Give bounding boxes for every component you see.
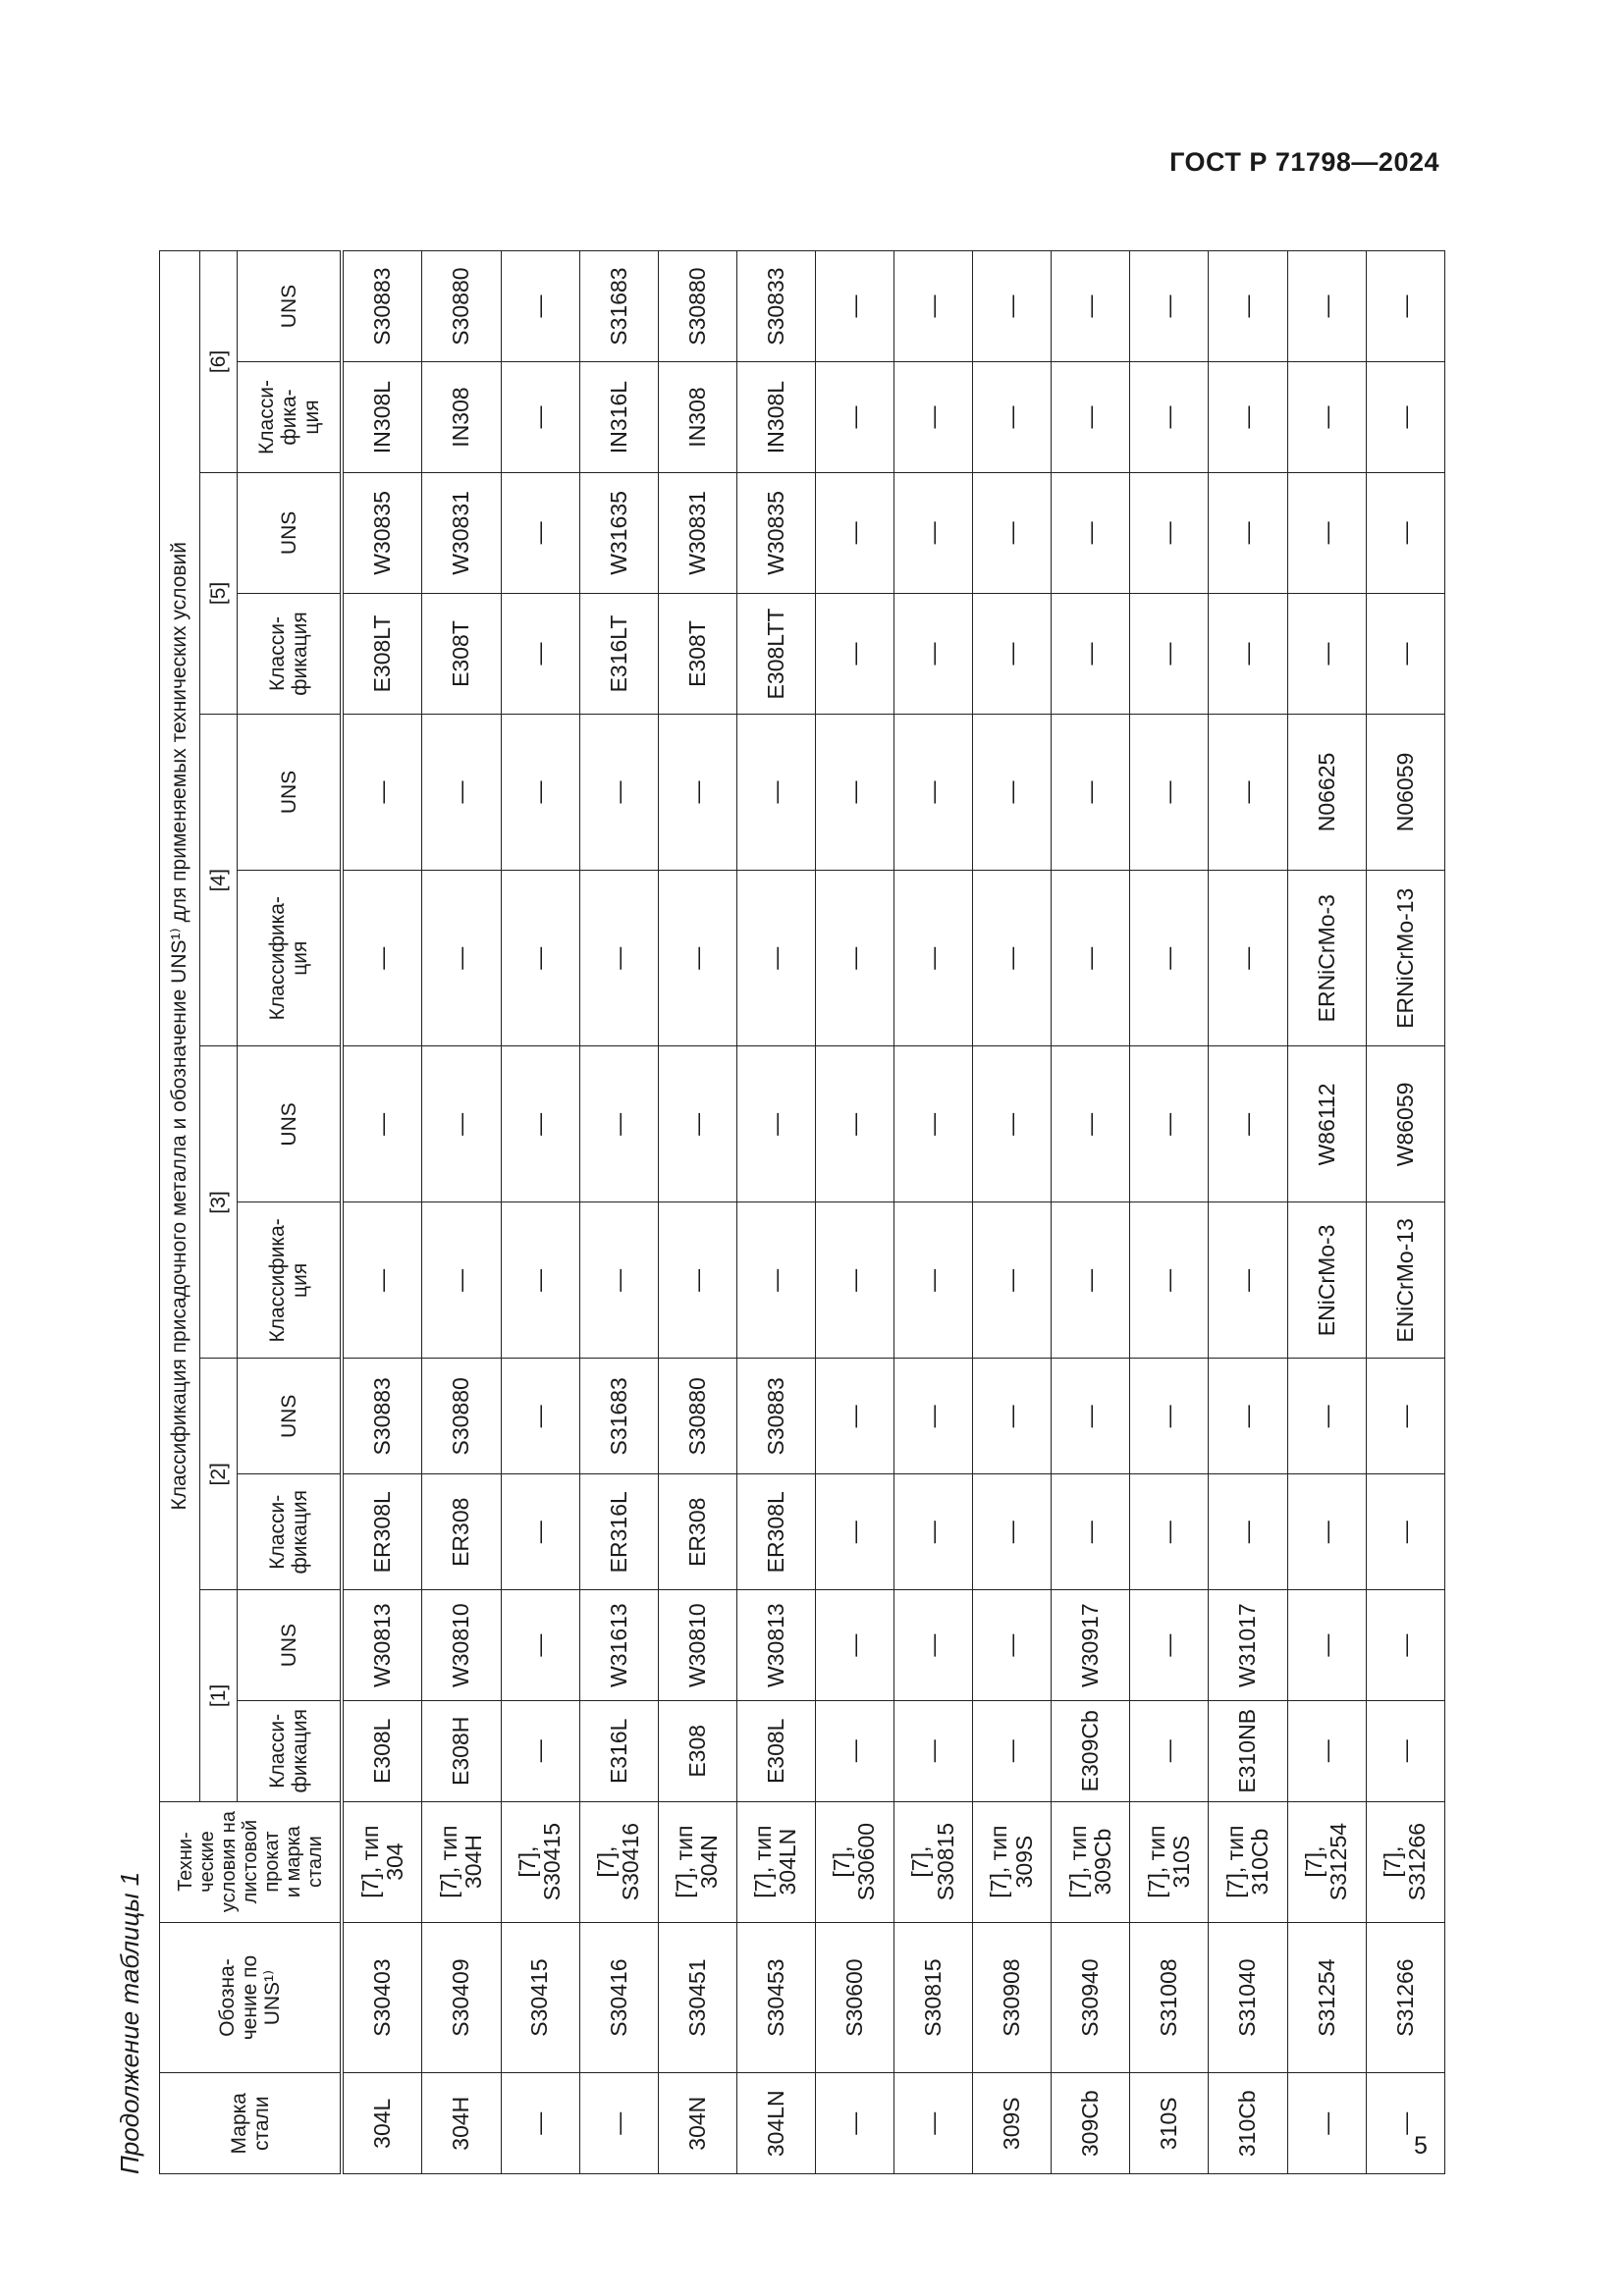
table-cell: — [1130,1046,1209,1202]
table-cell: — [973,1046,1052,1202]
table-cell: — [815,1202,893,1359]
header-uns: UNS [238,1590,343,1701]
table-cell: 304L [342,2073,422,2174]
table-cell: — [815,2073,893,2174]
table-cell: W86059 [1366,1046,1444,1202]
table-cell: — [815,1474,893,1590]
table-cell: S30883 [342,251,422,362]
table-cell: — [815,1701,893,1802]
table-cell: ER308 [658,1474,736,1590]
table-cell: S30880 [422,1359,501,1474]
table-cell: — [501,870,579,1045]
table-cell: IN308 [658,362,736,473]
table-cell: 304LN [736,2073,815,2174]
table-cell: E308LTT [736,593,815,714]
document-id: ГОСТ Р 71798—2024 [1169,147,1439,177]
table-cell: S31683 [579,251,658,362]
table-cell: — [973,1202,1052,1359]
table-cell: W30831 [422,472,501,593]
table-cell: W30813 [736,1590,815,1701]
table-cell: — [973,1474,1052,1590]
table-cell: — [501,362,579,473]
table-cell: — [973,472,1052,593]
table-cell: — [1209,362,1287,473]
table-cell: W31017 [1209,1590,1287,1701]
header-uns-designation: Обозна- чение по UNS¹⁾ [160,1922,343,2073]
table-cell: [7], тип 310Cb [1209,1801,1287,1922]
table-cell: ENiCrMo-13 [1366,1202,1444,1359]
table-cell: E308L [342,1701,422,1802]
table-cell: E316L [579,1701,658,1802]
table-cell: [7], S31254 [1287,1801,1366,1922]
table-cell: S31040 [1209,1922,1287,2073]
table-cell: ER308L [736,1474,815,1590]
table-cell: — [1366,1701,1444,1802]
table-cell: S30600 [815,1922,893,2073]
steel-filler-table [159,250,1445,2174]
table-cell: — [1052,362,1130,473]
page-number: 5 [1414,2132,1428,2160]
table-cell: [7], тип 310S [1130,1801,1209,1922]
table-cell: — [736,1202,815,1359]
table-cell: E308 [658,1701,736,1802]
table-cell: — [1052,1046,1130,1202]
header-uns: UNS [238,1359,343,1474]
table-cell: — [973,251,1052,362]
table-cell: S30940 [1052,1922,1130,2073]
table-row [1209,251,1287,2174]
table-cell: ER308L [342,1474,422,1590]
table-cell: — [1130,362,1209,473]
table-cell: — [1130,251,1209,362]
table-cell: — [1287,593,1366,714]
table-cell: S30451 [658,1922,736,2073]
table-cell: — [1052,472,1130,593]
table-cell: W31635 [579,472,658,593]
table-cell: — [1130,593,1209,714]
table-cell: — [894,1359,973,1474]
table-cell: — [579,870,658,1045]
table-row [894,251,973,2174]
table-cell: S30453 [736,1922,815,2073]
header-classification: Классифика- ция [238,1202,343,1359]
table-cell: — [1287,2073,1366,2174]
table-cell: — [894,1590,973,1701]
table-cell: E310NB [1209,1701,1287,1802]
header-classification: Класси- фикация [238,1474,343,1590]
table-cell: — [736,715,815,871]
table-cell: — [815,251,893,362]
table-cell: — [815,1590,893,1701]
table-cell: 304N [658,2073,736,2174]
table-cell: — [1209,1046,1287,1202]
table-cell: — [1287,1701,1366,1802]
table-cell: — [342,1046,422,1202]
table-cell: W30831 [658,472,736,593]
header-classification: Классифика- ция [238,870,343,1045]
table-cell: 304H [422,2073,501,2174]
header-spec-group-label: [6] [199,251,238,473]
table-row [1366,251,1444,2174]
table-cell: — [1366,1359,1444,1474]
table-cell: — [658,1202,736,1359]
table-cell: — [1366,1590,1444,1701]
table-cell: IN308L [342,362,422,473]
table-cell: — [894,593,973,714]
header-spec-group-label: [4] [199,715,238,1046]
table-cell: — [1052,1202,1130,1359]
table-cell: — [342,870,422,1045]
table-cell: — [579,715,658,871]
table-cell: — [894,715,973,871]
table-cell: IN316L [579,362,658,473]
table-cell: — [894,251,973,362]
table-row [501,251,579,2174]
table-cell: — [815,715,893,871]
table-cell: — [1287,472,1366,593]
header-spec-group-label: [5] [199,472,238,714]
table-cell: — [1366,472,1444,593]
table-cell: [7], тип 309Cb [1052,1801,1130,1922]
table-cell: S30883 [736,1359,815,1474]
header-uns: UNS [238,715,343,871]
table-cell: — [1209,1202,1287,1359]
table-cell: — [501,2073,579,2174]
table-cell: S30833 [736,251,815,362]
table-cell: — [815,593,893,714]
table-cell: — [501,251,579,362]
table-cell: S30403 [342,1922,422,2073]
table-cell: ER308 [422,1474,501,1590]
table-cell: W30810 [422,1590,501,1701]
table-cell: ERNiCrMo-3 [1287,870,1366,1045]
table-cell: — [501,593,579,714]
table-cell: — [1366,1474,1444,1590]
table-cell: IN308L [736,362,815,473]
table-caption: Продолжение таблицы 1 [115,1871,144,2174]
table-cell: S30416 [579,1922,658,2073]
table-cell: — [1366,362,1444,473]
table-cell: — [1287,1590,1366,1701]
header-technical-conditions: Техни- ческие условия на листовой прокат и марка стали [160,1801,343,1922]
table-row [973,251,1052,2174]
table-cell: W86112 [1287,1046,1366,1202]
table-row [1287,251,1366,2174]
table-cell: — [973,1359,1052,1474]
table-cell: S30415 [501,1922,579,2073]
table-cell: — [422,1046,501,1202]
table-cell: N06625 [1287,715,1366,871]
table-cell: N06059 [1366,715,1444,871]
header-classification: Класси- фикация [238,1701,343,1802]
table-cell: — [1052,1359,1130,1474]
table-cell: S30908 [973,1922,1052,2073]
table-cell: — [1130,1590,1209,1701]
table-cell: — [658,870,736,1045]
table-cell: — [342,1202,422,1359]
header-uns: UNS [238,472,343,593]
table-cell: — [1287,362,1366,473]
header-uns: UNS [238,251,343,362]
table-cell: — [815,870,893,1045]
table-cell: — [1130,870,1209,1045]
table-cell: W30835 [736,472,815,593]
table-cell: S30880 [422,251,501,362]
table-cell: — [1209,472,1287,593]
table-cell: — [501,1359,579,1474]
table-cell: — [501,472,579,593]
table-cell: — [815,472,893,593]
table-cell: S30880 [658,1359,736,1474]
table-cell: — [422,715,501,871]
table-cell: — [1209,715,1287,871]
table-cell: — [658,715,736,871]
table-row [342,251,422,2174]
table-cell: [7], S30815 [894,1801,973,1922]
table-cell: — [1052,715,1130,871]
table-cell: — [1209,251,1287,362]
table-cell: W30917 [1052,1590,1130,1701]
table-cell: — [894,2073,973,2174]
table-cell: — [1130,1202,1209,1359]
table-cell: S30815 [894,1922,973,2073]
table-cell: — [1366,593,1444,714]
header-spec-group-label: [3] [199,1046,238,1359]
table-cell: — [422,870,501,1045]
table-row [422,251,501,2174]
table-cell: W30835 [342,472,422,593]
table-cell: IN308 [422,362,501,473]
table-cell: E308T [658,593,736,714]
header-classification: Класси- фика- ция [238,362,343,473]
table-cell: E308L [736,1701,815,1802]
table-row [658,251,736,2174]
table-cell: — [973,870,1052,1045]
table-cell: — [736,870,815,1045]
table-row [579,251,658,2174]
table-cell: — [894,1474,973,1590]
table-cell: E316LT [579,593,658,714]
table-cell: [7], S30600 [815,1801,893,1922]
table-cell: — [501,1046,579,1202]
table-cell: — [736,1046,815,1202]
header-steel-grade: Марка стали [160,2073,343,2174]
table-cell: 310Cb [1209,2073,1287,2174]
table-cell: ER316L [579,1474,658,1590]
table-cell: — [501,715,579,871]
table-cell: — [973,593,1052,714]
rotated-table-container [110,250,1445,2174]
table-cell: [7], тип 309S [973,1801,1052,1922]
table-cell: — [1052,251,1130,362]
table-cell: 310S [1130,2073,1209,2174]
table-cell: — [894,870,973,1045]
table-cell: — [579,2073,658,2174]
table-cell: S30880 [658,251,736,362]
header-filler-classification: Классификация присадочного металла и обозначение UNS¹⁾ для применяемых технических условий [160,251,200,1802]
table-cell: — [501,1701,579,1802]
table-cell: — [894,362,973,473]
table-cell: [7], тип 304LN [736,1801,815,1922]
table-cell: S31254 [1287,1922,1366,2073]
table-row [736,251,815,2174]
table-row [1130,251,1209,2174]
table-cell: — [973,362,1052,473]
table-cell: [7], S31266 [1366,1801,1444,1922]
table-cell: — [973,1590,1052,1701]
table-cell: — [894,1202,973,1359]
table-cell: — [815,362,893,473]
table-cell: [7], тип 304N [658,1801,736,1922]
table-cell: — [501,1202,579,1359]
table-cell: S31266 [1366,1922,1444,2073]
table-cell: — [815,1046,893,1202]
table-cell: — [1209,1474,1287,1590]
table-cell: — [1130,1474,1209,1590]
table-cell: W31613 [579,1590,658,1701]
table-cell: — [1209,1359,1287,1474]
table-cell: — [1052,1474,1130,1590]
header-uns: UNS [238,1046,343,1202]
table-row [1052,251,1130,2174]
table-cell: — [1287,1474,1366,1590]
table-cell: — [1130,715,1209,871]
table-cell: — [422,1202,501,1359]
table-cell: W30813 [342,1590,422,1701]
table-cell: — [1287,251,1366,362]
table-cell: E308T [422,593,501,714]
table-cell: — [815,1359,893,1474]
table-cell: S30409 [422,1922,501,2073]
table-cell: [7], тип 304 [342,1801,422,1922]
table-cell: — [1052,593,1130,714]
table-cell: W30810 [658,1590,736,1701]
table-cell: E309Cb [1052,1701,1130,1802]
table-cell: E308LT [342,593,422,714]
table-cell: ERNiCrMo-13 [1366,870,1444,1045]
table-cell: S31683 [579,1359,658,1474]
table-cell: — [501,1474,579,1590]
header-spec-group-label: [1] [199,1590,238,1801]
table-cell: — [1130,1701,1209,1802]
table-cell: 309S [973,2073,1052,2174]
table-cell: — [894,472,973,593]
table-cell: — [658,1046,736,1202]
table-cell: [7], S30416 [579,1801,658,1922]
table-cell: S30883 [342,1359,422,1474]
table-cell: — [1366,251,1444,362]
table-cell: 309Cb [1052,2073,1130,2174]
table-cell: — [342,715,422,871]
table-cell: E308H [422,1701,501,1802]
table-cell: — [1209,870,1287,1045]
table-cell: — [894,1046,973,1202]
table-cell: — [1287,1359,1366,1474]
header-spec-group-label: [2] [199,1359,238,1590]
table-cell: — [579,1202,658,1359]
header-classification: Класси- фикация [238,593,343,714]
table-cell: — [501,1590,579,1701]
table-cell: — [1052,870,1130,1045]
table-cell: — [973,1701,1052,1802]
table-cell: — [894,1701,973,1802]
table-cell: — [1130,472,1209,593]
table-cell: — [1209,593,1287,714]
table-cell: ENiCrMo-3 [1287,1202,1366,1359]
table-cell: [7], тип 304H [422,1801,501,1922]
table-cell: [7], S30415 [501,1801,579,1922]
table-cell: — [973,715,1052,871]
table-cell: — [1366,2073,1444,2174]
table-cell: S31008 [1130,1922,1209,2073]
table-cell: — [579,1046,658,1202]
table-row [815,251,893,2174]
table-cell: — [1130,1359,1209,1474]
